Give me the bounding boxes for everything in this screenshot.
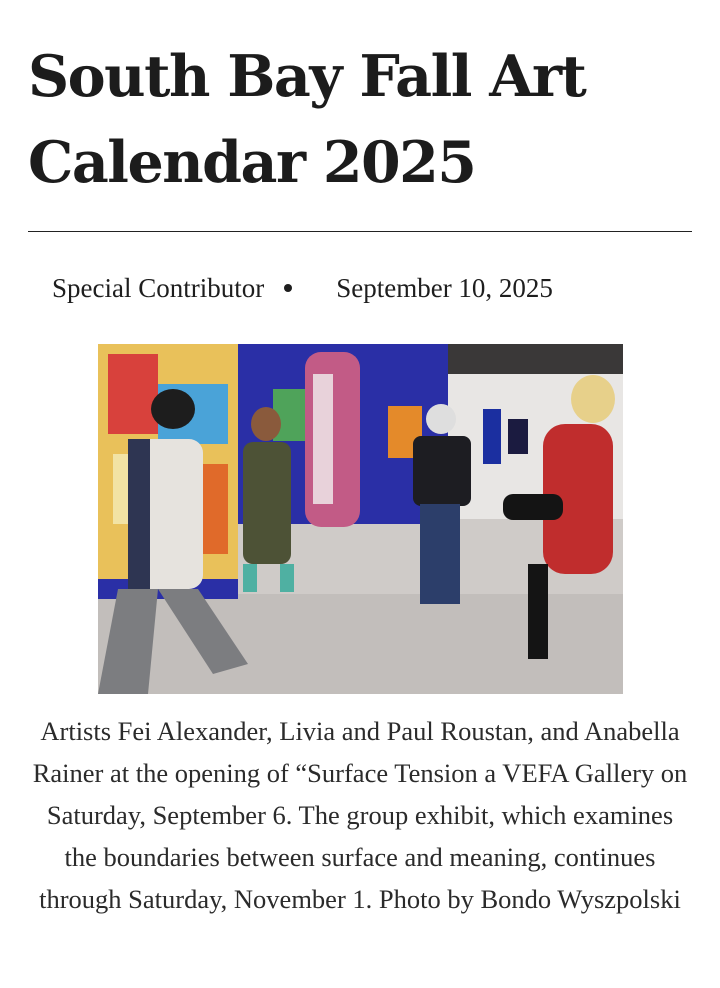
photo-caption: Artists Fei Alexander, Livia and Paul Roustan, and Anabella Rainer at the opening of “Surface Tension a VEFA Gallery on Saturday, September 6. The group exhibit, which examines the boundaries between surface and meaning, continues through Saturday, November 1. Photo by Bondo Wyszpolski <box>32 716 688 914</box>
byline-separator-dot <box>284 284 292 292</box>
publish-date: September 10, 2025 <box>336 272 553 303</box>
byline <box>52 268 553 308</box>
article-title: South Bay Fall Art Calendar 2025 <box>28 43 586 196</box>
title-divider <box>28 231 692 232</box>
author-name[interactable]: Special Contributor <box>52 272 265 303</box>
gallery-photo-illustration <box>98 344 623 694</box>
featured-photo <box>98 344 623 694</box>
